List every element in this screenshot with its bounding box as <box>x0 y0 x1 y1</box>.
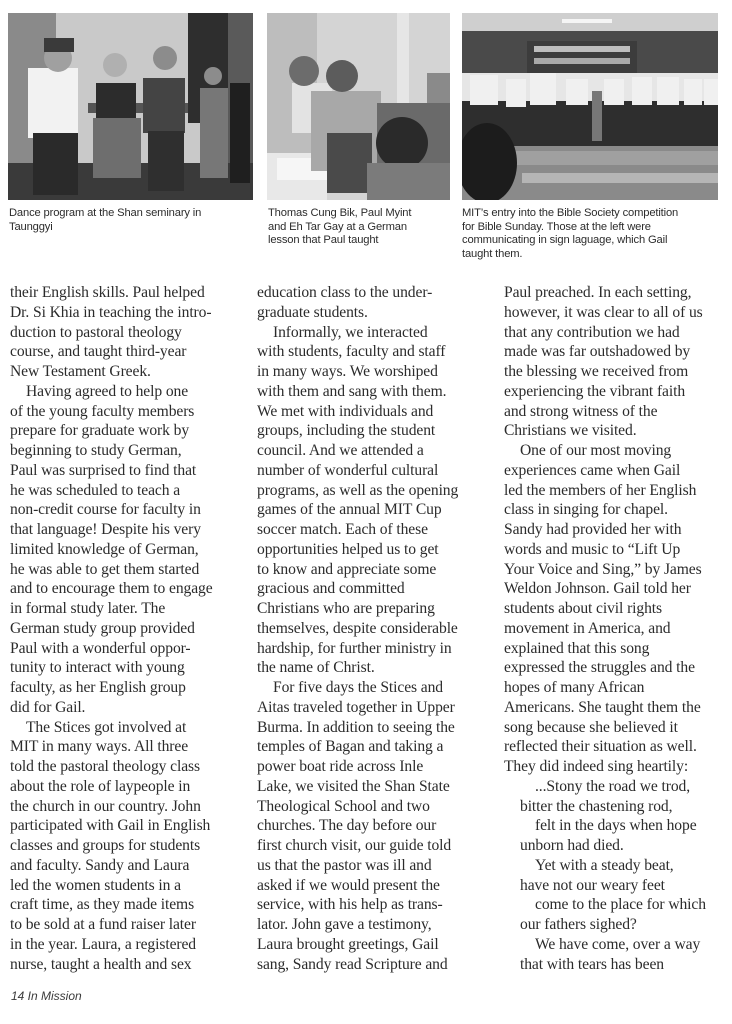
caption-line: and Eh Tar Gay at a German <box>268 220 407 233</box>
text-line: Paul was surprised to find that <box>10 461 197 479</box>
text-line: Lake, we visited the Shan State <box>257 777 450 795</box>
verse-line: felt in the days when hope <box>535 817 697 835</box>
text-line: council. And we attended a <box>257 442 424 459</box>
text-line: programs, as well as the opening <box>257 481 459 499</box>
verse-line: come to the place for which <box>535 896 706 914</box>
verse-line: Yet with a steady beat, <box>535 856 674 874</box>
text-line: and to encourage them to engage <box>10 580 213 598</box>
text-line: German study group provided <box>10 619 195 637</box>
text-line: experiences came when Gail <box>504 461 681 479</box>
photo-caption <box>268 207 453 248</box>
text-line: and faculty. Sandy and Laura <box>10 856 190 874</box>
text-line: and strong witness of the <box>504 402 658 420</box>
verse-line: unborn had died. <box>520 837 624 854</box>
text-line: themselves, despite considerable <box>257 619 458 637</box>
text-line: gracious and committed <box>257 580 405 598</box>
text-line: to know and appreciate some <box>257 560 437 578</box>
text-line: the name of Christ. <box>257 659 375 677</box>
text-line: faculty, as her English group <box>10 679 186 696</box>
text-line: The Stices got involved at <box>26 718 187 736</box>
text-line: reflected their situation as well. <box>504 738 697 756</box>
text-line: in the year. Laura, a registered <box>10 935 196 953</box>
text-line: prepare for graduate work by <box>10 422 190 440</box>
text-line: power boat ride across Inle <box>257 758 424 775</box>
text-line: he was scheduled to teach a <box>10 481 181 499</box>
text-line: movement in America, and <box>504 619 671 637</box>
text-line: course, and taught third-year <box>10 343 187 361</box>
text-line: classes and groups for students <box>10 837 201 854</box>
text-line: words and music to “Lift Up <box>504 540 681 558</box>
text-line: We met with individuals and <box>257 402 434 420</box>
text-line: with students, faculty and staff <box>257 343 446 361</box>
text-line: Americans. She taught them the <box>504 698 701 716</box>
text-line: their English skills. Paul helped <box>10 284 205 301</box>
text-line: service, with his help as trans- <box>257 896 443 914</box>
text-line: Laura brought greetings, Gail <box>257 935 439 953</box>
text-line: duction to pastoral theology <box>10 323 182 341</box>
text-line: participated with Gail in English <box>10 817 211 835</box>
bible-sunday-choir-image <box>462 13 718 200</box>
text-line: soccer match. Each of these <box>257 521 428 538</box>
text-line: hardship, for further ministry in <box>257 639 452 657</box>
text-line: Paul with a wonderful oppor- <box>10 639 191 657</box>
text-line: song because she believed it <box>504 718 678 736</box>
text-line: One of our most moving <box>520 442 672 459</box>
text-line: graduate students. <box>257 303 368 321</box>
text-line: led the members of her English <box>504 481 697 499</box>
text-line: temples of Bagan and taking a <box>257 738 444 756</box>
text-line: us that the pastor was ill and <box>257 856 432 874</box>
text-line: Aitas traveled together in Upper <box>257 698 455 716</box>
text-line: explained that this song <box>504 639 650 657</box>
article-column-3 <box>504 283 732 974</box>
text-line: Sandy had provided her with <box>504 521 682 538</box>
text-line: lator. John gave a testimony, <box>257 916 432 933</box>
text-line: however, it was clear to all of us <box>504 303 703 321</box>
verse-line: our fathers sighed? <box>520 916 637 933</box>
photo-caption <box>9 207 254 234</box>
caption-line: taught them. <box>462 247 523 260</box>
text-line: sang, Sandy read Scripture and <box>257 955 448 973</box>
caption-line: Thomas Cung Bik, Paul Myint <box>268 207 412 219</box>
text-line: craft time, as they made items <box>10 896 195 914</box>
text-line: in many ways. We worshiped <box>257 363 438 380</box>
text-line: hopes of many African <box>504 679 645 696</box>
text-line: of the young faculty members <box>10 402 195 420</box>
text-line: limited knowledge of German, <box>10 540 199 558</box>
text-line: Your Voice and Sing,” by James <box>504 560 702 578</box>
text-line: New Testament Greek. <box>10 363 151 380</box>
verse-line: ...Stony the road we trod, <box>535 777 691 795</box>
caption-line: Dance program at the Shan seminary in <box>9 207 202 219</box>
text-line: Having agreed to help one <box>26 382 189 400</box>
photo-dance-program <box>8 13 253 200</box>
text-line: games of the annual MIT Cup <box>257 501 442 519</box>
german-lesson-image <box>267 13 450 200</box>
text-line: Burma. In addition to seeing the <box>257 718 455 736</box>
text-line: Dr. Si Khia in teaching the intro- <box>10 303 212 321</box>
text-line: Paul preached. In each setting, <box>504 284 692 301</box>
text-line: asked if we would present the <box>257 876 440 894</box>
text-line: non-credit course for faculty in <box>10 501 201 519</box>
text-line: Christians who are preparing <box>257 600 435 617</box>
text-line: that any contribution we had <box>504 323 680 341</box>
caption-line: communicating in sign laguage, which Gail <box>462 234 668 247</box>
text-line: students about civil rights <box>504 600 662 617</box>
verse-line: have not our weary feet <box>520 876 665 894</box>
photo-bible-sunday-choir <box>462 13 718 200</box>
article-column-1 <box>10 283 242 974</box>
text-line: nurse, taught a health and sex <box>10 955 192 973</box>
text-line: that language! Despite his very <box>10 521 201 538</box>
text-line: to be sold at a fund raiser later <box>10 916 196 933</box>
caption-line: Taunggyi <box>9 220 53 233</box>
text-line: churches. The day before our <box>257 817 437 835</box>
text-line: the blessing we received from <box>504 363 689 380</box>
text-line: opportunities helped us to get <box>257 540 439 558</box>
text-line: class in singing for chapel. <box>504 501 668 519</box>
text-line: did for Gail. <box>10 698 86 716</box>
text-line: Weldon Johnson. Gail told her <box>504 580 691 598</box>
text-line: groups, including the student <box>257 422 436 440</box>
caption-line: for Bible Sunday. Those at the left were <box>462 220 651 233</box>
dance-program-image <box>8 13 253 200</box>
text-line: beginning to study German, <box>10 442 182 459</box>
text-line: told the pastoral theology class <box>10 758 200 775</box>
text-line: with them and sang with them. <box>257 382 447 400</box>
text-line: For five days the Stices and <box>273 679 443 696</box>
text-line: led the women students in a <box>10 876 181 894</box>
text-line: Informally, we interacted <box>273 323 428 341</box>
page-folio: 14 In Mission <box>11 989 82 1003</box>
text-line: They did indeed sing heartily: <box>504 758 689 775</box>
text-line: tunity to interact with young <box>10 659 185 677</box>
verse-line: bitter the chastening rod, <box>520 797 673 815</box>
photo-german-lesson <box>267 13 450 200</box>
text-line: expressed the struggles and the <box>504 659 695 677</box>
text-line: education class to the under- <box>257 284 433 301</box>
caption-line: lesson that Paul taught <box>268 234 379 247</box>
text-line: number of wonderful cultural <box>257 461 439 479</box>
text-line: the church in our country. John <box>10 797 201 815</box>
text-line: he was able to get them started <box>10 560 200 578</box>
caption-line: MIT’s entry into the Bible Society competition <box>462 207 679 219</box>
text-line: experiencing the vibrant faith <box>504 382 686 400</box>
text-line: MIT in many ways. All three <box>10 738 189 756</box>
verse-line: that with tears has been <box>520 955 664 973</box>
photo-caption <box>462 207 724 261</box>
text-line: in formal study later. The <box>10 600 166 617</box>
text-line: first church visit, our guide told <box>257 837 452 854</box>
verse-line: We have come, over a way <box>535 935 701 953</box>
text-line: Christians we visited. <box>504 422 637 440</box>
text-line: Theological School and two <box>257 797 430 815</box>
text-line: made was far outshadowed by <box>504 343 691 361</box>
article-column-2 <box>257 283 489 974</box>
text-line: about the role of laypeople in <box>10 777 191 795</box>
